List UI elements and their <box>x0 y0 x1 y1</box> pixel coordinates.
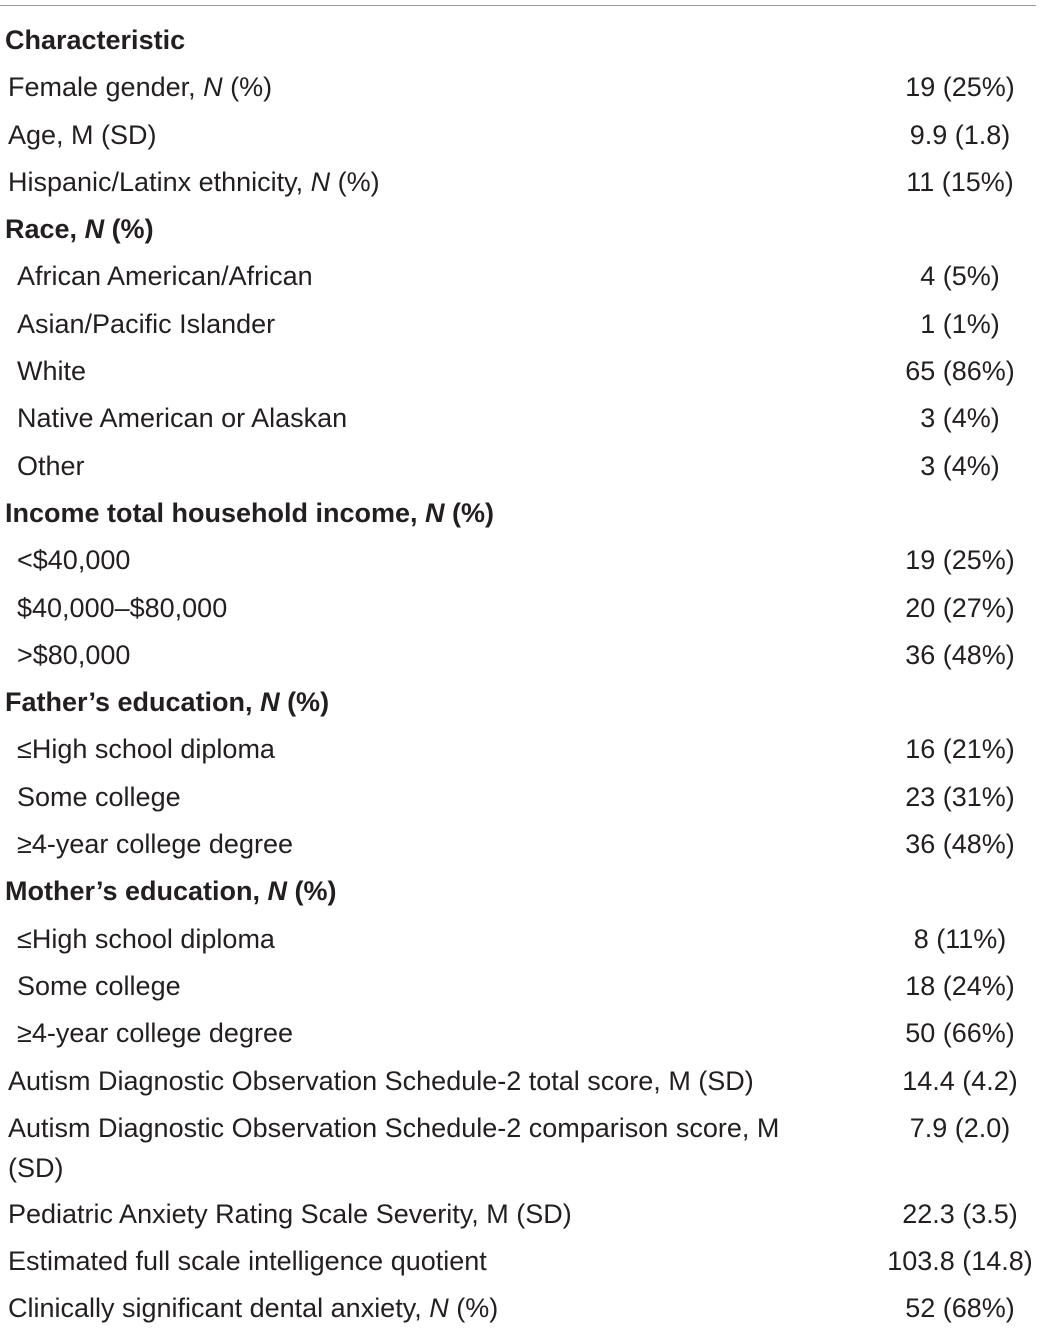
row-label-italic: N <box>260 687 280 718</box>
row-value: 7.9 (2.0) <box>909 1112 1011 1143</box>
table-row <box>0 916 1042 963</box>
row-label-suffix: (%) <box>104 214 154 245</box>
row-label-text: Father’s education, <box>5 687 261 718</box>
table-row <box>0 537 1042 584</box>
row-label-italic: N <box>425 497 445 528</box>
row-label <box>17 348 86 395</box>
row-value: 4 (5%) <box>920 261 1000 292</box>
row-label-text: ≤High school diploma <box>17 923 275 954</box>
section-header-row <box>0 868 1042 915</box>
table-top-rule <box>0 5 1036 6</box>
row-label-text: Native American or Alaskan <box>17 403 348 434</box>
row-label-text: <$40,000 <box>17 545 131 576</box>
table-row <box>0 726 1042 773</box>
row-label-text: Clinically significant dental anxiety, <box>8 1293 430 1324</box>
table-row <box>0 301 1042 348</box>
row-value: 3 (4%) <box>920 403 1000 434</box>
row-label-suffix: (%) <box>279 687 330 718</box>
table-row <box>0 1191 1042 1238</box>
table-row <box>0 963 1042 1010</box>
table-row <box>0 821 1042 868</box>
section-header-row <box>0 206 1042 253</box>
row-label-suffix: (%) <box>444 497 495 528</box>
row-value: 3 (4%) <box>920 450 1000 481</box>
row-label-text: Estimated full scale intelligence quotient <box>8 1246 487 1277</box>
table-row <box>0 112 1042 159</box>
row-label-italic: N <box>203 72 223 103</box>
row-label-suffix: (%) <box>330 166 380 197</box>
table-row <box>0 253 1042 300</box>
row-label-text: $40,000–$80,000 <box>17 592 228 623</box>
row-label <box>17 632 130 679</box>
column-header-characteristic: Characteristic <box>5 25 186 55</box>
row-value: 22.3 (3.5) <box>902 1198 1018 1229</box>
row-label-italic: N <box>429 1293 449 1324</box>
table-row <box>0 64 1042 111</box>
row-label-text: Income total household income, <box>5 497 426 528</box>
row-value: 20 (27%) <box>905 592 1015 623</box>
table-row <box>0 632 1042 679</box>
table-row <box>0 1285 1042 1332</box>
section-header-label <box>5 679 329 726</box>
row-label <box>8 1238 487 1285</box>
row-label <box>17 1010 293 1057</box>
row-label <box>8 112 157 159</box>
row-value: 1 (1%) <box>920 308 1000 339</box>
table-row <box>0 159 1042 206</box>
row-label <box>17 443 85 490</box>
row-label <box>8 1285 498 1332</box>
row-value: 18 (24%) <box>905 970 1015 1001</box>
row-label <box>17 253 313 300</box>
row-label <box>8 1108 798 1188</box>
row-label-suffix: (%) <box>222 72 273 103</box>
row-value: 16 (21%) <box>905 734 1015 765</box>
row-label-text: Mother’s education, <box>5 876 268 907</box>
row-label-text: Pediatric Anxiety Rating Scale Severity, M (SD) <box>8 1198 572 1229</box>
table-column-header <box>0 17 1042 64</box>
row-value: 14.4 (4.2) <box>902 1065 1018 1096</box>
row-label <box>17 585 227 632</box>
row-value: 52 (68%) <box>905 1293 1015 1324</box>
row-label-text: >$80,000 <box>17 639 131 670</box>
row-label <box>17 916 275 963</box>
table-row <box>0 1010 1042 1057</box>
row-label-text: African American/African <box>17 261 313 292</box>
row-label-text: Some college <box>17 781 181 812</box>
row-label <box>17 726 275 773</box>
row-value: 36 (48%) <box>905 639 1015 670</box>
row-value: 65 (86%) <box>905 356 1015 387</box>
row-label-italic: N <box>84 214 105 245</box>
row-label <box>17 301 275 348</box>
row-label-italic: N <box>267 876 288 907</box>
row-label-text: Some college <box>17 970 181 1001</box>
row-label-text: ≥4-year college degree <box>17 829 293 860</box>
row-value: 23 (31%) <box>905 781 1015 812</box>
row-label-text: Autism Diagnostic Observation Schedule-2 comparison score, M (SD) <box>8 1112 780 1183</box>
row-label-italic: N <box>310 166 331 197</box>
row-label-text: Autism Diagnostic Observation Schedule-2 total score, M (SD) <box>8 1065 754 1096</box>
row-label-text: Race, <box>5 214 85 245</box>
table-row <box>0 1238 1042 1285</box>
table-row <box>0 585 1042 632</box>
table-row <box>0 774 1042 821</box>
row-value: 19 (25%) <box>905 545 1015 576</box>
table-row <box>0 1058 1042 1105</box>
row-label <box>17 395 347 442</box>
section-header-label <box>5 206 154 253</box>
table-row <box>0 395 1042 442</box>
row-label-text: White <box>17 356 87 387</box>
row-value: 103.8 (14.8) <box>887 1246 1033 1277</box>
table-row <box>0 443 1042 490</box>
characteristics-table <box>0 17 1042 1333</box>
section-header-label <box>5 490 494 537</box>
row-label-text: Age, M (SD) <box>8 119 157 150</box>
row-label-text: ≤High school diploma <box>17 734 275 765</box>
row-value: 11 (15%) <box>906 166 1014 197</box>
row-label <box>8 159 380 206</box>
row-label <box>17 821 293 868</box>
row-label-text: Female gender, <box>8 72 204 103</box>
row-label <box>8 1191 572 1238</box>
row-value: 36 (48%) <box>905 829 1015 860</box>
row-label <box>17 963 181 1010</box>
row-label-text: Hispanic/Latinx ethnicity, <box>8 166 311 197</box>
row-label <box>17 537 130 584</box>
section-header-row <box>0 490 1042 537</box>
row-label <box>8 1058 754 1105</box>
row-label-text: Asian/Pacific Islander <box>17 308 276 339</box>
row-value: 8 (11%) <box>913 923 1007 954</box>
row-label-suffix: (%) <box>448 1293 499 1324</box>
row-value: 19 (25%) <box>905 72 1015 103</box>
row-value: 50 (66%) <box>905 1018 1015 1049</box>
table-row <box>0 348 1042 395</box>
row-label <box>8 64 272 111</box>
table-row <box>0 1105 1042 1191</box>
row-value: 9.9 (1.8) <box>909 119 1011 150</box>
row-label <box>17 774 181 821</box>
section-header-row <box>0 679 1042 726</box>
section-header-label <box>5 868 337 915</box>
row-label-text: ≥4-year college degree <box>17 1018 293 1049</box>
row-label-text: Other <box>17 450 85 481</box>
table-body <box>0 64 1042 1332</box>
row-label-suffix: (%) <box>287 876 337 907</box>
